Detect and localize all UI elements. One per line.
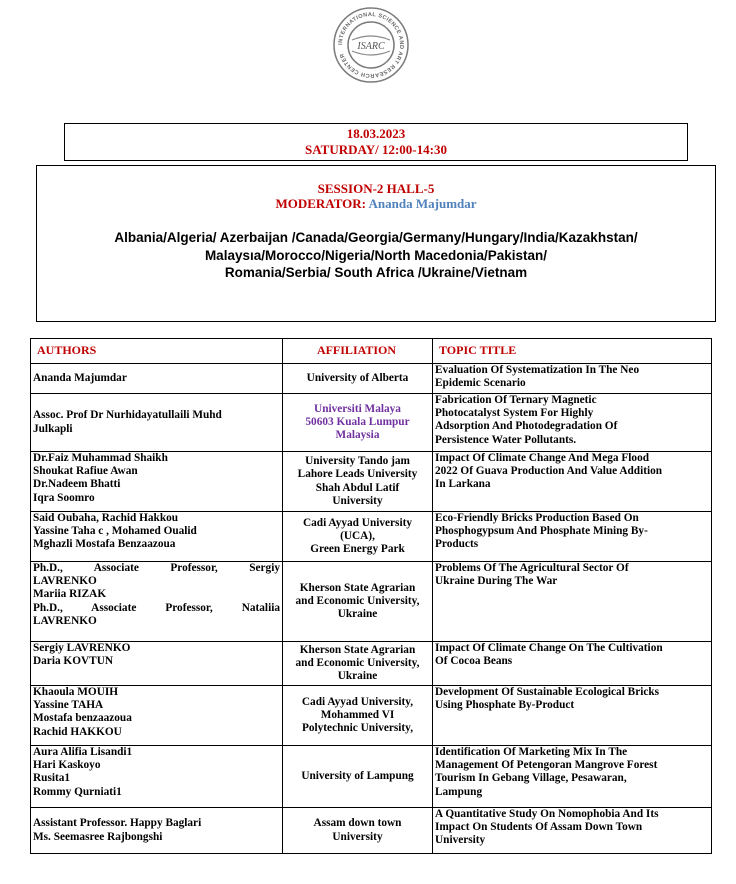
topic-line: Phosphogypsum And Phosphate Mining By- [435,525,648,538]
date-box [64,123,688,161]
cell-authors [31,394,283,452]
cell-authors [31,512,283,562]
cell-affiliation [283,512,433,562]
table-row [31,686,712,746]
table-row [31,746,712,808]
authors-line: Ananda Majumdar [33,371,127,384]
affiliation-line: (UCA), [340,529,375,542]
cell-topic [433,746,712,808]
cell-affiliation [283,746,433,808]
table-row [31,394,712,452]
cell-topic [433,562,712,642]
authors-line: Assoc. Prof Dr Nurhidayatullaili Muhd [33,409,222,422]
logo-ring-text: INTERNATIONAL SCIENCE AND ART RESEARCH CENTER [337,11,405,79]
cell-authors [31,746,283,808]
cell-affiliation [283,394,433,452]
cell-authors [31,642,283,686]
topic-line: In Larkana [435,478,491,491]
topic-line: Adsorption And Photodegradation Of [435,420,618,433]
cell-authors [31,808,283,854]
topic-line: Eco-Friendly Bricks Production Based On [435,512,639,524]
affiliation-line: University [332,830,383,843]
cell-affiliation [283,452,433,512]
topic-line: Impact On Students Of Assam Down Town [435,821,643,834]
authors-line: Rusita1 [33,772,71,785]
topic-line: Evaluation Of Systematization In The Neo [435,364,640,376]
topic-line: Photocatalyst System For Highly [435,407,594,420]
topic-line: Management Of Petengoran Mangrove Forest [435,759,658,772]
affiliation-line: Cadi Ayyad University [302,516,412,529]
authors-line: Mariia RIZAK [33,588,107,601]
affiliation-line: Shah Abdul Latif [315,481,400,494]
cell-authors [31,686,283,746]
authors-line: Said Oubaha, Rachid Hakkou [33,512,179,524]
cell-affiliation [283,642,433,686]
affiliation-line: Lahore Leads University [297,468,418,481]
topic-line: Ukraine During The War [435,575,558,588]
cell-topic [433,394,712,452]
authors-line: Dr.Faiz Muhammad Shaikh [33,452,168,464]
topic-line: Impact Of Climate Change On The Cultivation [435,642,663,654]
cell-affiliation [283,562,433,642]
topic-line: Impact Of Climate Change And Mega Flood [435,452,650,464]
topic-line: Identification Of Marketing Mix In The [435,746,628,758]
authors-line: Hari Kaskoyo [33,759,101,772]
authors-line: Ph.D., Associate Professor, Nataliia [33,601,280,614]
cell-authors [31,562,283,642]
topic-line: Using Phosphate By-Product [435,699,575,712]
affiliation-line: Assam down town [313,817,402,830]
table-row [31,642,712,686]
session-title: SESSION-2 HALL-5 [317,181,435,196]
schedule-table [30,338,712,854]
moderator-name: Ananda Majumdar [368,196,477,211]
cell-topic [433,452,712,512]
cell-affiliation [283,364,433,394]
isarc-logo [332,6,410,84]
cell-topic [433,686,712,746]
moderator-line [37,196,715,211]
affiliation-line: Green Energy Park [310,543,405,556]
affiliation-line: Ukraine [337,608,378,621]
affiliation-line: and Economic University, [295,594,420,607]
affiliation-line: Mohammed VI [320,708,395,721]
table-row [31,452,712,512]
authors-line: Ms. Seemasree Rajbongshi [33,830,163,843]
authors-line: Aura Alifia Lisandi1 [33,746,133,758]
affiliation-line: Ukraine [337,670,378,683]
table-row [31,808,712,854]
affiliation-line: 50603 Kuala Lumpur [305,415,410,428]
authors-line: Yassine TAHA [33,699,104,712]
table-header-row [31,339,712,364]
authors-line: Sergiy LAVRENKO [33,642,131,654]
affiliation-line: Polytechnic University, [301,722,414,735]
topic-line: Development Of Sustainable Ecological Bricks [435,686,660,698]
table-row [31,364,712,394]
topic-line: Products [435,538,479,551]
topic-line: Lampung [435,785,483,798]
authors-line: LAVRENKO [33,575,97,588]
header-topic: TOPIC TITLE [433,339,712,364]
cell-topic [433,512,712,562]
table-row [31,562,712,642]
authors-line: Assistant Professor. Happy Baglari [33,817,202,830]
topic-line: Fabrication Of Ternary Magnetic [435,394,597,406]
logo-text: ISARC [357,41,385,52]
cell-affiliation [283,808,433,854]
affiliation-line: University of Lampung [301,769,414,782]
authors-line: Mghazli Mostafa Benzaazoua [33,538,176,551]
cell-topic [433,808,712,854]
authors-line: Shoukat Rafiue Awan [33,465,138,478]
authors-line: Rachid HAKKOU [33,725,122,738]
session-date: 18.03.2023 [346,126,406,141]
authors-line: LAVRENKO [33,614,97,627]
affiliation-line: and Economic University, [295,656,420,669]
countries-line-3: Romania/Serbia/ South Africa /Ukraine/Vietnam [224,265,528,280]
affiliation-line: Universiti Malaya [314,402,401,415]
topic-line: Persistence Water Pollutants. [435,433,577,446]
authors-line: Dr.Nadeem Bhatti [33,478,121,491]
affiliation-line: University of Alberta [306,371,409,384]
header-affiliation: AFFILIATION [283,339,433,364]
authors-line: Iqra Soomro [33,491,95,504]
authors-line: Yassine Taha c , Mohamed Oualid [33,525,197,538]
authors-line: Ph.D., Associate Professor, Sergiy [33,562,280,574]
topic-line: Of Cocoa Beans [435,655,513,668]
authors-line: Daria KOVTUN [33,655,114,668]
countries-line-1: Albania/Algeria/ Azerbaijan /Canada/Georgia/Germany/Hungary/India/Kazakhstan/ [114,230,638,245]
topic-line: Problems Of The Agricultural Sector Of [435,562,629,574]
table-row [31,512,712,562]
topic-line: Epidemic Scenario [435,377,526,390]
session-box [36,165,716,322]
cell-topic [433,364,712,394]
countries-line-2: Malaysıa/Morocco/Nigeria/North Macedonia/Pakistan/ [204,247,548,263]
cell-authors [31,452,283,512]
moderator-label: MODERATOR: [275,196,366,211]
header-authors: AUTHORS [31,339,283,364]
session-day-time: SATURDAY/ 12:00-14:30 [305,142,447,157]
topic-line: University [435,834,486,847]
topic-line: A Quantitative Study On Nomophobia And Its [435,808,659,820]
affiliation-line: University Tando jam [305,455,410,468]
cell-topic [433,642,712,686]
authors-line: Julkapli [33,422,73,435]
affiliation-line: Malaysia [335,429,380,442]
affiliation-line: Kherson State Agrarian [299,581,416,594]
affiliation-line: University [332,494,383,507]
authors-line: Khaoula MOUIH [33,686,119,698]
topic-line: 2022 Of Guava Production And Value Addition [435,465,663,478]
topic-line: Tourism In Gebang Village, Pesawaran, [435,772,627,785]
cell-affiliation [283,686,433,746]
affiliation-line: Kherson State Agrarian [299,643,416,656]
cell-authors [31,364,283,394]
affiliation-line: Cadi Ayyad University, [301,695,414,708]
authors-line: Rommy Qurniati1 [33,785,122,798]
country-list [37,229,715,282]
authors-line: Mostafa benzaazoua [33,712,132,725]
